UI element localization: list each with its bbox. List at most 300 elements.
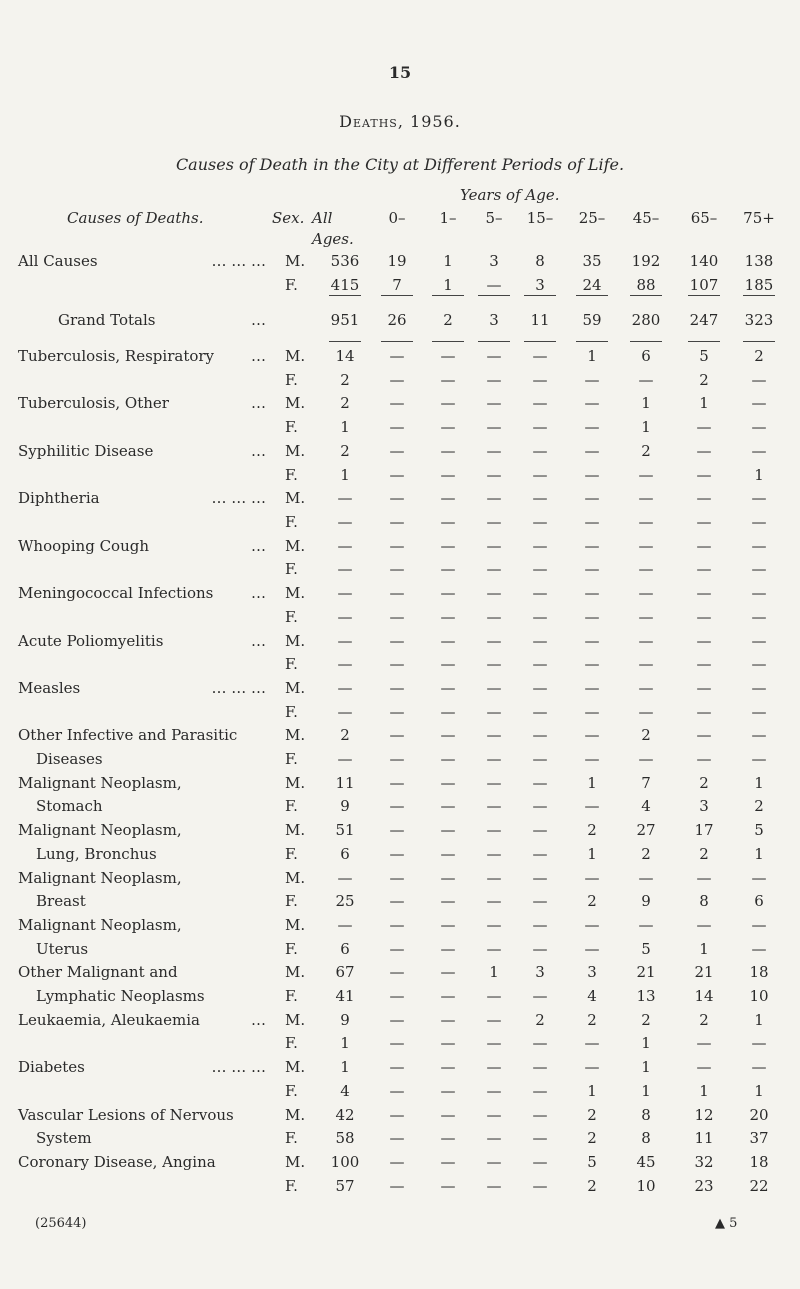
- age-cell: —: [532, 513, 548, 531]
- age-cell: —: [486, 584, 502, 602]
- age-cell: —: [638, 916, 654, 934]
- sex-cell: F.: [285, 608, 298, 626]
- all-ages-cell: 2: [340, 394, 350, 412]
- cause-label: Stomach: [36, 797, 103, 815]
- age-cell: 1: [754, 774, 764, 792]
- leader-dots: …: [251, 537, 266, 555]
- age-cell: 26: [387, 311, 407, 329]
- page-number: 15: [388, 63, 412, 82]
- age-cell: 23: [694, 1177, 714, 1195]
- age-cell: 280: [631, 311, 661, 329]
- age-cell: —: [584, 703, 600, 721]
- age-cell: —: [638, 750, 654, 768]
- age-cell: —: [440, 371, 456, 389]
- age-cell: 140: [689, 252, 719, 270]
- age-cell: —: [389, 1106, 405, 1124]
- age-cell: —: [584, 489, 600, 507]
- sex-cell: M.: [285, 869, 306, 887]
- leader-dots: …: [251, 584, 266, 602]
- all-ages-cell: 6: [340, 940, 350, 958]
- age-cell: 6: [641, 347, 651, 365]
- total-rule: [478, 295, 510, 296]
- leader-dots: …: [251, 632, 266, 650]
- age-cell: —: [486, 371, 502, 389]
- sex-cell: F.: [285, 276, 298, 294]
- age-cell: —: [751, 1058, 767, 1076]
- total-rule: [329, 341, 361, 342]
- age-cell: 2: [754, 347, 764, 365]
- age-cell: 10: [749, 987, 769, 1005]
- sex-cell: M.: [285, 394, 306, 412]
- age-cell: —: [440, 608, 456, 626]
- age-cell: —: [532, 560, 548, 578]
- age-cell: —: [440, 892, 456, 910]
- cause-label: Malignant Neoplasm,: [18, 916, 182, 934]
- age-cell: —: [486, 1106, 502, 1124]
- age-cell: 3: [587, 963, 597, 981]
- age-cell: —: [486, 821, 502, 839]
- age-cell: —: [532, 489, 548, 507]
- age-cell: —: [486, 703, 502, 721]
- total-rule: [630, 341, 662, 342]
- total-rule: [630, 295, 662, 296]
- total-rule: [576, 295, 608, 296]
- age-cell: —: [389, 940, 405, 958]
- all-ages-cell: 2: [340, 726, 350, 744]
- age-cell: —: [440, 987, 456, 1005]
- age-cell: —: [584, 584, 600, 602]
- age-cell: —: [532, 774, 548, 792]
- age-cell: —: [486, 632, 502, 650]
- sex-cell: M.: [285, 489, 306, 507]
- age-cell: —: [584, 371, 600, 389]
- all-ages-cell: 42: [335, 1106, 355, 1124]
- age-cell: —: [389, 869, 405, 887]
- age-cell: —: [751, 679, 767, 697]
- age-cell: 6: [754, 892, 764, 910]
- age-cell: —: [440, 1034, 456, 1052]
- age-cell: —: [638, 608, 654, 626]
- age-cell: —: [389, 1058, 405, 1076]
- header-causes: Causes of Deaths.: [67, 209, 204, 227]
- age-cell: —: [584, 442, 600, 460]
- leader-dots: …: [251, 442, 266, 460]
- age-cell: 7: [641, 774, 651, 792]
- age-cell: 2: [587, 1129, 597, 1147]
- age-cell: —: [751, 394, 767, 412]
- all-ages-cell: —: [337, 703, 353, 721]
- age-cell: —: [440, 1058, 456, 1076]
- age-cell: —: [486, 489, 502, 507]
- age-cell: —: [389, 513, 405, 531]
- sex-cell: F.: [285, 703, 298, 721]
- age-cell: —: [440, 869, 456, 887]
- all-ages-cell: 1: [340, 1058, 350, 1076]
- age-cell: 1: [587, 347, 597, 365]
- age-cell: —: [696, 916, 712, 934]
- age-cell: —: [532, 394, 548, 412]
- age-cell: —: [389, 442, 405, 460]
- all-ages-cell: 2: [340, 442, 350, 460]
- age-cell: 37: [749, 1129, 769, 1147]
- age-cell: —: [532, 892, 548, 910]
- age-cell: —: [584, 418, 600, 436]
- age-group-header: 45–: [632, 209, 660, 227]
- all-ages-cell: 14: [335, 347, 355, 365]
- age-cell: 10: [636, 1177, 656, 1195]
- age-cell: —: [638, 466, 654, 484]
- age-cell: —: [486, 418, 502, 436]
- all-ages-cell: 25: [335, 892, 355, 910]
- age-cell: —: [440, 1177, 456, 1195]
- cause-label: Diabetes: [18, 1058, 85, 1076]
- age-group-header: 25–: [578, 209, 606, 227]
- age-cell: —: [486, 892, 502, 910]
- all-ages-cell: —: [337, 537, 353, 555]
- age-cell: 1: [641, 1034, 651, 1052]
- age-group-header: 75+: [743, 209, 775, 227]
- age-cell: —: [751, 1034, 767, 1052]
- age-cell: —: [486, 1058, 502, 1076]
- total-rule: [432, 341, 464, 342]
- total-rule: [688, 295, 720, 296]
- age-cell: —: [389, 584, 405, 602]
- total-rule: [524, 295, 556, 296]
- age-cell: —: [751, 537, 767, 555]
- all-ages-cell: —: [337, 655, 353, 673]
- age-cell: —: [389, 679, 405, 697]
- sex-cell: F.: [285, 466, 298, 484]
- age-cell: —: [389, 774, 405, 792]
- age-cell: 27: [636, 821, 656, 839]
- age-cell: —: [440, 1011, 456, 1029]
- age-cell: 9: [641, 892, 651, 910]
- age-cell: 8: [699, 892, 709, 910]
- age-cell: —: [486, 608, 502, 626]
- age-cell: —: [696, 1058, 712, 1076]
- all-ages-cell: 100: [330, 1153, 360, 1171]
- age-cell: —: [486, 560, 502, 578]
- age-cell: —: [532, 466, 548, 484]
- age-cell: 2: [699, 1011, 709, 1029]
- sex-cell: F.: [285, 845, 298, 863]
- age-cell: 5: [754, 821, 764, 839]
- age-cell: —: [532, 418, 548, 436]
- age-cell: —: [440, 750, 456, 768]
- all-ages-cell: —: [337, 632, 353, 650]
- age-cell: —: [751, 371, 767, 389]
- age-cell: 2: [699, 774, 709, 792]
- sex-cell: F.: [285, 560, 298, 578]
- leader-dots: …: [251, 1011, 266, 1029]
- sex-cell: M.: [285, 916, 306, 934]
- age-cell: —: [696, 1034, 712, 1052]
- age-cell: 3: [489, 252, 499, 270]
- age-cell: 18: [749, 1153, 769, 1171]
- age-cell: —: [440, 916, 456, 934]
- age-cell: —: [486, 347, 502, 365]
- cause-label: Leukaemia, Aleukaemia: [18, 1011, 200, 1029]
- age-group-header: 1–: [439, 209, 457, 227]
- age-cell: —: [389, 489, 405, 507]
- age-cell: —: [440, 489, 456, 507]
- age-cell: —: [486, 513, 502, 531]
- age-cell: —: [486, 1177, 502, 1195]
- all-ages-cell: 57: [335, 1177, 355, 1195]
- all-ages-cell: —: [337, 489, 353, 507]
- age-cell: —: [440, 513, 456, 531]
- age-cell: —: [389, 726, 405, 744]
- cause-label: Tuberculosis, Other: [18, 394, 169, 412]
- sex-cell: F.: [285, 1129, 298, 1147]
- age-cell: —: [440, 466, 456, 484]
- all-ages-cell: 1: [340, 418, 350, 436]
- cause-label: Uterus: [36, 940, 89, 958]
- cause-label: Lymphatic Neoplasms: [36, 987, 205, 1005]
- age-cell: —: [486, 1082, 502, 1100]
- age-cell: 1: [754, 1011, 764, 1029]
- age-cell: 2: [754, 797, 764, 815]
- age-cell: —: [584, 679, 600, 697]
- age-cell: 247: [689, 311, 719, 329]
- age-cell: —: [584, 726, 600, 744]
- cause-label: Breast: [36, 892, 86, 910]
- all-ages-cell: 951: [330, 311, 360, 329]
- age-cell: —: [486, 655, 502, 673]
- age-cell: —: [389, 821, 405, 839]
- cause-label: Vascular Lesions of Nervous: [18, 1106, 234, 1124]
- age-cell: —: [696, 703, 712, 721]
- total-rule: [478, 341, 510, 342]
- cause-label: Other Infective and Parasitic: [18, 726, 238, 744]
- age-cell: —: [532, 1082, 548, 1100]
- printer-code: (25644): [35, 1216, 87, 1231]
- age-cell: 1: [587, 774, 597, 792]
- age-cell: —: [440, 394, 456, 412]
- cause-label: Meningococcal Infections: [18, 584, 214, 602]
- age-cell: 1: [641, 418, 651, 436]
- age-cell: —: [638, 513, 654, 531]
- cause-label: Whooping Cough: [18, 537, 150, 555]
- age-cell: —: [638, 560, 654, 578]
- age-cell: 11: [530, 311, 550, 329]
- age-cell: —: [751, 940, 767, 958]
- age-cell: 1: [587, 1082, 597, 1100]
- sex-cell: M.: [285, 347, 306, 365]
- sex-cell: F.: [285, 371, 298, 389]
- total-rule: [743, 295, 775, 296]
- age-cell: 21: [694, 963, 714, 981]
- age-cell: —: [584, 537, 600, 555]
- age-cell: 8: [641, 1106, 651, 1124]
- age-cell: —: [584, 869, 600, 887]
- all-ages-cell: 415: [330, 276, 360, 294]
- age-cell: —: [486, 916, 502, 934]
- age-cell: —: [486, 1034, 502, 1052]
- age-cell: 3: [535, 963, 545, 981]
- cause-label: Grand Totals: [58, 311, 156, 329]
- age-cell: —: [638, 869, 654, 887]
- age-cell: —: [638, 655, 654, 673]
- age-cell: 19: [387, 252, 407, 270]
- age-cell: —: [696, 466, 712, 484]
- age-cell: —: [532, 726, 548, 744]
- age-cell: —: [486, 442, 502, 460]
- sex-cell: M.: [285, 1153, 306, 1171]
- age-cell: —: [389, 537, 405, 555]
- age-cell: —: [751, 584, 767, 602]
- header-all: All: [312, 209, 333, 227]
- sex-cell: M.: [285, 442, 306, 460]
- leader-dots: … … …: [211, 252, 266, 270]
- all-ages-cell: —: [337, 916, 353, 934]
- age-cell: —: [584, 940, 600, 958]
- sex-cell: M.: [285, 726, 306, 744]
- total-rule: [743, 341, 775, 342]
- age-cell: —: [696, 869, 712, 887]
- sex-cell: F.: [285, 1034, 298, 1052]
- age-cell: 2: [641, 442, 651, 460]
- age-cell: —: [389, 892, 405, 910]
- cause-label: Diseases: [36, 750, 103, 768]
- age-cell: —: [532, 1058, 548, 1076]
- leader-dots: …: [251, 347, 266, 365]
- leader-dots: …: [251, 311, 266, 329]
- age-cell: 4: [587, 987, 597, 1005]
- age-cell: 18: [749, 963, 769, 981]
- all-ages-cell: 4: [340, 1082, 350, 1100]
- age-cell: 1: [489, 963, 499, 981]
- age-cell: —: [584, 916, 600, 934]
- age-cell: —: [389, 916, 405, 934]
- age-cell: —: [389, 418, 405, 436]
- age-cell: 8: [535, 252, 545, 270]
- all-ages-cell: 41: [335, 987, 355, 1005]
- cause-label: Measles: [18, 679, 81, 697]
- age-cell: 2: [535, 1011, 545, 1029]
- all-ages-cell: —: [337, 608, 353, 626]
- age-cell: —: [440, 418, 456, 436]
- leader-dots: … … …: [211, 1058, 266, 1076]
- age-cell: —: [486, 797, 502, 815]
- all-ages-cell: 1: [340, 466, 350, 484]
- total-rule: [576, 341, 608, 342]
- age-cell: —: [638, 703, 654, 721]
- age-cell: —: [638, 584, 654, 602]
- header-sex: Sex.: [272, 209, 305, 227]
- age-cell: —: [532, 537, 548, 555]
- age-cell: —: [532, 1034, 548, 1052]
- age-cell: —: [751, 489, 767, 507]
- age-cell: —: [440, 1153, 456, 1171]
- age-cell: —: [389, 845, 405, 863]
- age-cell: 13: [636, 987, 656, 1005]
- all-ages-cell: 536: [330, 252, 360, 270]
- age-cell: —: [440, 797, 456, 815]
- sex-cell: M.: [285, 584, 306, 602]
- age-cell: —: [532, 1177, 548, 1195]
- age-cell: 2: [641, 845, 651, 863]
- age-cell: —: [532, 632, 548, 650]
- age-cell: —: [389, 560, 405, 578]
- age-cell: —: [389, 750, 405, 768]
- sex-cell: F.: [285, 797, 298, 815]
- age-cell: 88: [636, 276, 656, 294]
- age-cell: 5: [699, 347, 709, 365]
- age-group-header: 65–: [690, 209, 718, 227]
- age-cell: —: [389, 347, 405, 365]
- age-cell: —: [584, 608, 600, 626]
- all-ages-cell: —: [337, 679, 353, 697]
- sex-cell: M.: [285, 252, 306, 270]
- age-cell: —: [532, 750, 548, 768]
- age-cell: 323: [744, 311, 774, 329]
- age-cell: —: [751, 608, 767, 626]
- age-cell: 1: [641, 1082, 651, 1100]
- age-cell: —: [440, 655, 456, 673]
- age-cell: 45: [636, 1153, 656, 1171]
- age-cell: 8: [641, 1129, 651, 1147]
- age-cell: —: [751, 916, 767, 934]
- age-cell: 7: [392, 276, 402, 294]
- age-cell: —: [486, 869, 502, 887]
- page-title: Deaths, 1956.: [339, 112, 461, 131]
- leader-dots: …: [251, 394, 266, 412]
- age-cell: —: [638, 537, 654, 555]
- age-cell: —: [751, 726, 767, 744]
- sex-cell: F.: [285, 418, 298, 436]
- age-cell: 2: [443, 311, 453, 329]
- age-cell: 1: [754, 845, 764, 863]
- age-cell: —: [440, 584, 456, 602]
- age-cell: —: [696, 537, 712, 555]
- age-cell: —: [584, 1034, 600, 1052]
- age-cell: 17: [694, 821, 714, 839]
- cause-label: Tuberculosis, Respiratory: [18, 347, 215, 365]
- age-cell: —: [638, 489, 654, 507]
- age-cell: —: [440, 821, 456, 839]
- total-rule: [432, 295, 464, 296]
- age-cell: —: [532, 1153, 548, 1171]
- cause-label: Malignant Neoplasm,: [18, 821, 182, 839]
- age-cell: —: [440, 442, 456, 460]
- age-cell: —: [532, 347, 548, 365]
- age-cell: 12: [694, 1106, 714, 1124]
- leader-dots: … … …: [211, 679, 266, 697]
- all-ages-cell: 2: [340, 371, 350, 389]
- age-cell: —: [486, 845, 502, 863]
- cause-label: Acute Poliomyelitis: [18, 632, 164, 650]
- all-ages-cell: 51: [335, 821, 355, 839]
- all-ages-cell: —: [337, 869, 353, 887]
- age-cell: 2: [641, 726, 651, 744]
- all-ages-cell: —: [337, 584, 353, 602]
- cause-label: Malignant Neoplasm,: [18, 774, 182, 792]
- age-cell: —: [751, 632, 767, 650]
- age-cell: —: [696, 584, 712, 602]
- age-cell: 2: [587, 1106, 597, 1124]
- age-cell: 2: [587, 1011, 597, 1029]
- sex-cell: F.: [285, 987, 298, 1005]
- age-cell: 5: [587, 1153, 597, 1171]
- all-ages-cell: —: [337, 560, 353, 578]
- age-cell: 24: [582, 276, 602, 294]
- age-cell: 107: [689, 276, 719, 294]
- age-cell: —: [389, 1082, 405, 1100]
- age-cell: 1: [699, 940, 709, 958]
- all-ages-cell: 9: [340, 1011, 350, 1029]
- age-cell: —: [532, 821, 548, 839]
